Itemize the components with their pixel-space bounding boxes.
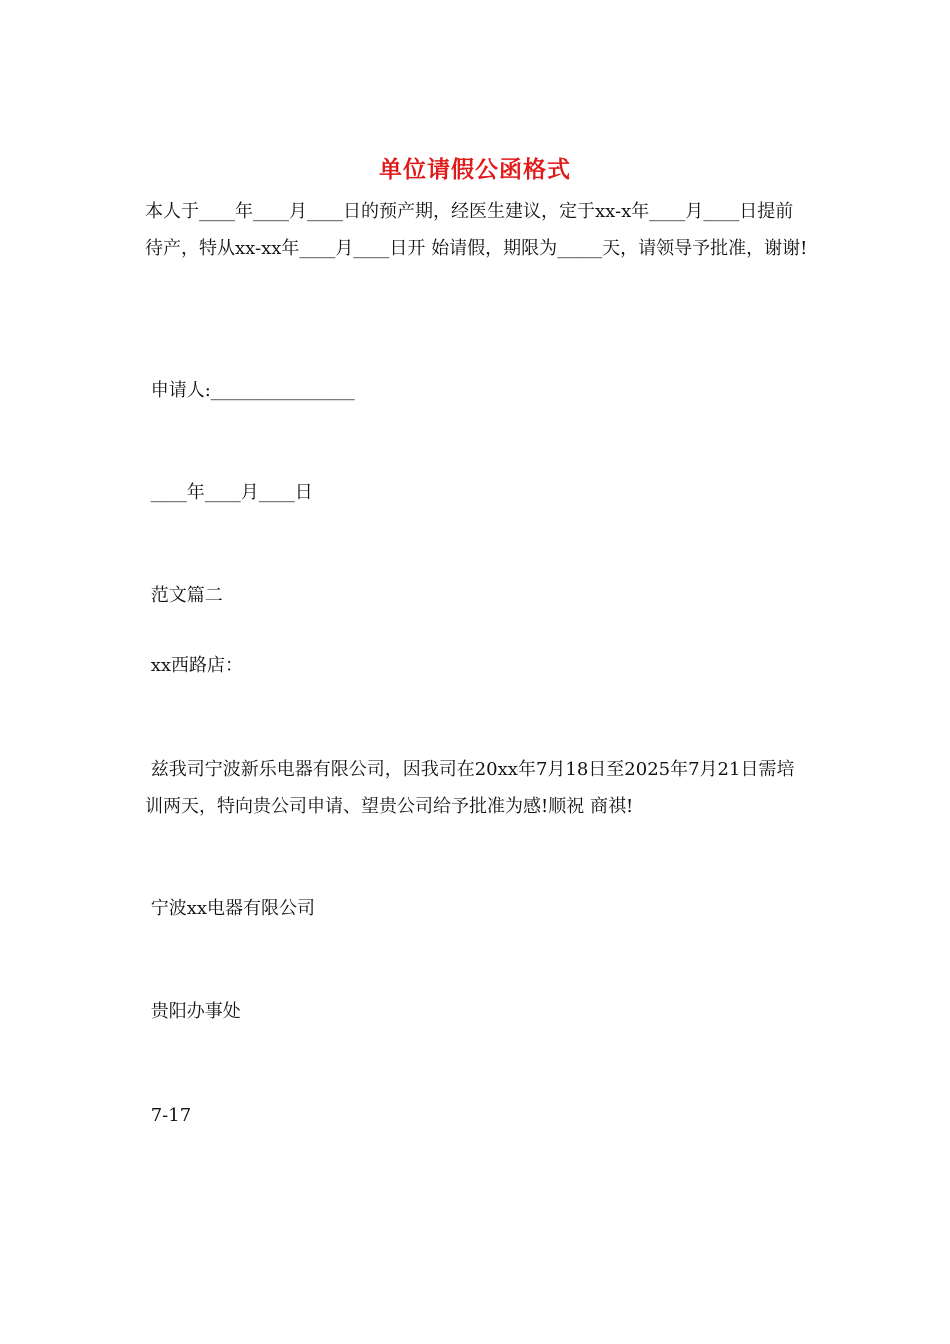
document-title: 单位请假公函格式	[379, 156, 571, 183]
training-leave-paragraph: 兹我司宁波新乐电器有限公司，因我司在20xx年7月18日至2025年7月21日需培训两天，特向贵公司申请、望贵公司给予批准为感!顺祝 商祺!	[145, 759, 795, 817]
company-name: 宁波xx电器有限公司	[145, 898, 316, 919]
letter-date: 7-17	[145, 1105, 192, 1126]
office-name: 贵阳办事处	[145, 1001, 241, 1022]
applicant-signature-line: 申请人:________________	[145, 380, 355, 401]
sample-heading: 范文篇二	[145, 585, 223, 606]
leave-request-paragraph: 本人于____年____月____日的预产期，经医生建议，定于xx-x年____月____日提前待产，特从xx-xx年____月____日开 始请假，期限为_____天，请领导予批准，谢谢!	[145, 201, 808, 259]
date-blank-line: ____年____月____日	[145, 482, 313, 503]
addressee-line: xx西路店：	[145, 655, 244, 676]
